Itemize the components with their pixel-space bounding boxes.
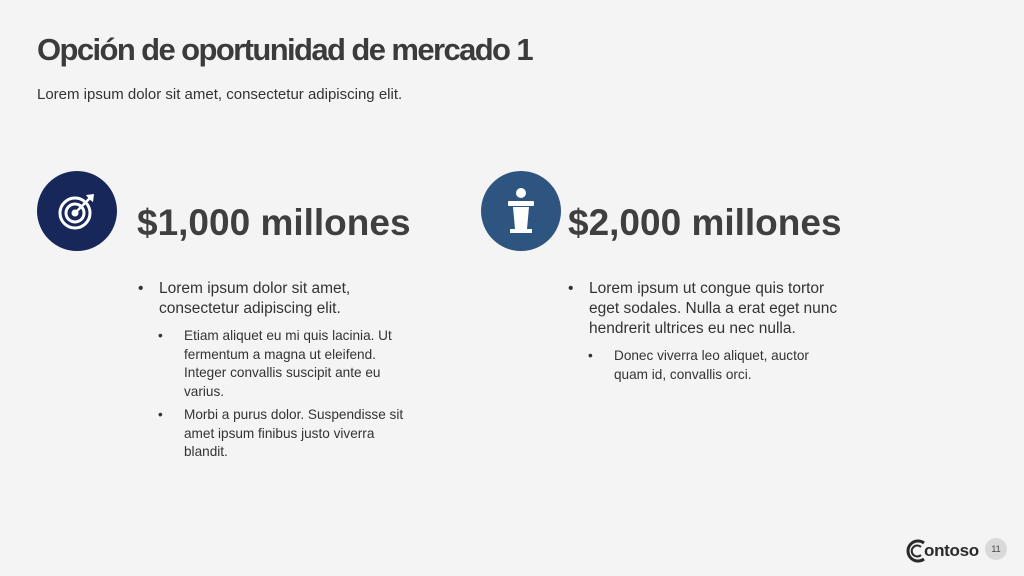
sub-bullet-item[interactable] [158, 327, 408, 401]
bullet-item[interactable] [568, 279, 838, 339]
bullet-dot: • [568, 280, 574, 297]
sub-bullet-text: Morbi a purus dolor. Suspendisse sit amet ipsum finibus justo viverra blandit. [184, 407, 404, 459]
sub-bullet-item[interactable] [588, 347, 838, 384]
bullet-list-2 [568, 279, 838, 389]
podium-speaker-icon [504, 187, 538, 235]
slide-subtitle[interactable]: Lorem ipsum dolor sit amet, consectetur adipiscing elit. [37, 86, 403, 103]
amount-2[interactable]: $2,000 millones [568, 202, 842, 243]
logo-text: ontoso [924, 541, 979, 560]
bullet-dot: • [158, 407, 163, 422]
bullet-list-1 [138, 279, 408, 467]
slide-title[interactable]: Opción de oportunidad de mercado 1 [37, 32, 533, 67]
sub-bullet-text: Donec viverra leo aliquet, auctor quam id, convallis orci. [614, 348, 809, 382]
bullet-dot: • [588, 348, 593, 363]
contoso-logo [904, 537, 979, 565]
bullet-item[interactable] [138, 279, 408, 319]
sub-bullet-item[interactable] [158, 406, 408, 462]
bullet-text: Lorem ipsum dolor sit amet, consectetur adipiscing elit. [159, 280, 351, 317]
bullet-text: Lorem ipsum ut congue quis tortor eget sodales. Nulla a erat eget nunc hendrerit ultrices eu nec nulla. [589, 280, 838, 337]
sub-bullet-text: Etiam aliquet eu mi quis lacinia. Ut fermentum a magna ut eleifend. Integer convallis suscipit ante eu varius. [184, 328, 392, 399]
amount-1[interactable]: $1,000 millones [137, 202, 411, 243]
podium-icon-circle[interactable] [481, 171, 561, 251]
target-icon-circle[interactable] [37, 171, 117, 251]
page-number: 11 [985, 538, 1007, 560]
bullet-dot: • [138, 280, 144, 297]
target-icon [57, 191, 97, 231]
bullet-dot: • [158, 328, 163, 343]
